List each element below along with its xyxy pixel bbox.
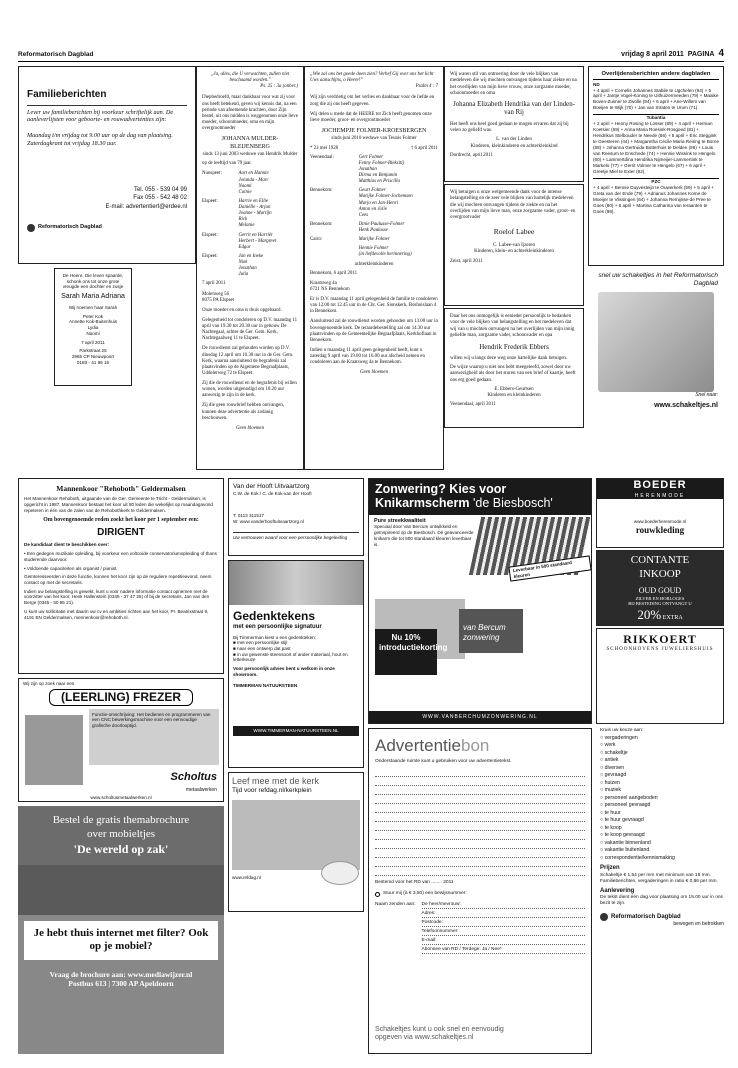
gedenktekens-title: Gedenktekens xyxy=(233,609,316,623)
form-field[interactable]: Adres: xyxy=(422,911,585,918)
rubriek-option[interactable]: ○ te koop gevraagd xyxy=(600,832,724,839)
schakeltjes-link[interactable]: www.schakeltjes.nl xyxy=(654,402,718,409)
rubriek-option[interactable]: ○ te koop xyxy=(600,825,724,832)
familieberichten-box xyxy=(18,66,196,264)
refdag-url[interactable]: www.refdag.nl xyxy=(232,875,261,881)
advertentiebon-naam: Naam zenden aan: xyxy=(375,902,416,908)
familieberichten-deadline: Maandag t/m vrijdag tot 9.00 uur op de dag van plaatsing. Zaterdagkrant tot vrijdag 18.30 uur. xyxy=(27,132,173,147)
mediawijzer-ad xyxy=(18,806,224,1054)
rubriek-option[interactable]: ○ te huur gevraagd xyxy=(600,817,724,824)
thanks-date: Dordrecht, april 2011 xyxy=(450,152,493,158)
family-row xyxy=(202,199,298,230)
thanks-name: Hendrik Frederik Ebbers xyxy=(479,343,549,351)
rubriek-option[interactable]: ○ werk xyxy=(600,742,724,749)
zonwering-url[interactable]: WWW.VANBERCHUMZONWERING.NL xyxy=(369,711,591,723)
goud-sub: ZILVER EN HORLOGES xyxy=(635,595,685,601)
overlijdens-nd-label: ND xyxy=(593,81,600,87)
rd-logo-icon xyxy=(27,224,35,232)
mannenkoor-sub: Om bovengenoemde reden zoekt het koor per 1 september een: xyxy=(43,516,199,523)
obit-born: * 23 mei 1928 xyxy=(310,145,339,151)
obit-text: Wij zijn verdrietig om het verlies en dankbaar voor de liefde en zorg die zij ons heeft gegeven. xyxy=(310,95,435,107)
stone-image xyxy=(229,561,363,605)
family-place: Nunspeet: xyxy=(202,171,222,177)
obit-address: Kraatsweg 4a 6721 NS Bennekom xyxy=(310,280,350,292)
rubriek-list xyxy=(600,728,724,1054)
family-row xyxy=(310,222,438,234)
birth-text-2: Wij noemen haar Sarah xyxy=(68,304,118,310)
gedenktekens-item: ■ met een persoonlijke stijl xyxy=(233,640,288,646)
form-field[interactable]: De heer/mevrouw: xyxy=(422,902,585,909)
family-row xyxy=(202,254,298,279)
birth-date: 7 april 2011 xyxy=(81,339,105,345)
rd-logo-icon xyxy=(600,913,608,921)
gedenktekens-item: ■ naar een ontwerp dat past xyxy=(233,645,291,651)
family-place: Veenendaal: xyxy=(310,154,334,160)
advertentiebon-fields xyxy=(422,902,585,956)
rubriek-option[interactable]: ○ antiek xyxy=(600,757,724,764)
thanks-labee xyxy=(444,184,584,306)
advertentiebon-text-area[interactable] xyxy=(375,768,585,876)
mediawijzer-foot[interactable]: Vraag de brochure aan: www.mediawijzer.nl xyxy=(49,970,193,979)
thanks-sig: C. Labee-van Ijzeren Kinderen, klein- en achterkleinkinderen xyxy=(474,242,554,254)
family-names: Marijke Folmer xyxy=(358,237,390,243)
overlijdens-title: Overlijdensberichten andere dagbladen xyxy=(593,71,719,80)
advertentiebon-instr: Onderstaande ruimte kunt u gebruiken voor uw advertentietekst. xyxy=(375,759,512,765)
rikkoert-ad xyxy=(596,628,724,724)
mannenkoor-role: DIRIGENT xyxy=(97,526,145,538)
obit-text-5: Indien u maandag 11 april geen gelegenheid heeft, kunt u zaterdag 9 april van 19.00 tot 16.00 uur afscheid nemen en condoleren aan de Kraatsweg 4a te Bennekom. xyxy=(310,347,425,366)
frezer-body: Functie-omschrijving: Het bedienen en programmeren van een CNC bewerkingsmachine voor een eenvoudige grafische doorlooptijd. xyxy=(89,709,219,765)
rikkoert-name: RIKKOERT xyxy=(623,632,697,646)
rubriek-option[interactable]: ○ gevraagd xyxy=(600,772,724,779)
boeder-rouw: rouwkleding xyxy=(635,524,685,535)
checkbox-icon[interactable] xyxy=(375,892,380,897)
advertentiebon-footer: Schakeltjes kunt u ook snel en eenvoudig xyxy=(375,1025,504,1033)
rubriek-options xyxy=(600,735,724,862)
mediawijzer-l3: 'De wereld op zak' xyxy=(73,841,169,856)
obituary-mulder xyxy=(196,66,304,470)
obit-families xyxy=(202,171,298,278)
zonwering-sub: Pure streekkwaliteit xyxy=(374,517,426,524)
refdag-ad xyxy=(228,772,364,912)
thanks-name: Johanna Elizabeth Hendrika van der Linden-van Rij xyxy=(453,101,575,117)
family-place: Bennekom: xyxy=(310,221,333,227)
obit-closing: Geen bloemen xyxy=(235,425,265,431)
rubriek-option[interactable]: ○ schakeltje xyxy=(600,750,724,757)
obit-date: Bennekom, 6 april 2011 xyxy=(310,270,358,276)
frezer-image xyxy=(25,715,83,785)
family-names: Geurt Folmer Marijke Folmer-Jochemsen Marjo en Jan-Henri Anton en Jolie Cees xyxy=(358,188,413,218)
obit-died: † 6 april 2011 xyxy=(410,145,438,151)
overlijdens-pzc-label: PZC xyxy=(593,178,719,185)
zonwering-body: Speciaal door Van Bercum ontwikkeld en geïnspireerd op de Biesbosch. Dé geavanceerde knikarm die tot 500 standaard kleuren leverbaar is. xyxy=(374,524,474,547)
rubriek-option[interactable]: ○ vergaderingen xyxy=(600,735,724,742)
birth-name: Sarah Maria Adriana xyxy=(61,293,125,301)
mediawijzer-foot-2: Postbus 613 | 7300 AP Apeldoorn xyxy=(68,979,174,989)
overlijdens-nd: + 4 april + Cornelis Johannes Stabile te Ugchelen (94) + 5 april + Jantje Vogel-Koning te Uithuizermeeden (79) + Maaike Boven-Zuimer te Zwolle (94) + 6 april + Arie-Willem van Boeijen te Wijk (70) + Jan van Straten te Urum (71). xyxy=(593,87,719,111)
familieberichten-tel: Tel. 055 - 539 04 99 xyxy=(133,186,187,193)
family-row xyxy=(310,188,438,219)
gedenktekens-foot: Voor persoonlijk advies bent u welkom in onze showroom. xyxy=(233,666,335,677)
form-field[interactable]: Postcode: xyxy=(422,920,585,927)
rubriek-option[interactable]: ○ te huur xyxy=(600,810,724,817)
family-place: Elspeet: xyxy=(202,253,218,259)
thanks-text: Wij betuigen u onze welgemeende dank voor de intense belangstelling en de zeer vele blijken van hartelijk medeleven die wij mochten ontvangen tijdens de ziekte en na het overlijden van mijn lieve man, onze zorgzame vader, groot- en overgrootvader xyxy=(450,190,576,220)
schakeltjes-cap: Snel naar: xyxy=(695,392,718,398)
obit-age: op de leeftijd van 79 jaar. xyxy=(202,161,252,167)
gedenktekens-item: ■ in uw gewenste steensoort of ander materiaal, hout en letterkeuze xyxy=(233,651,348,663)
obit-text-6: Zij die geen rouwbrief hebben ontvangen, kunnen deze advertentie als zodanig beschouwen. xyxy=(202,403,285,421)
zonwering-promo: Nu 10% introductiekorting xyxy=(375,629,437,675)
family-place: Bennekom: xyxy=(310,188,333,194)
mannenkoor-bullet: • Voldoende capaciteiten als organist / pianist. xyxy=(24,565,118,571)
aanlevering-title: Aanlevering xyxy=(600,887,635,894)
refdag-image xyxy=(232,800,360,870)
obit-text: Diepbedroefd, maar dankbaar voor wat zij voor ons heeft betekend, geven wij kennis dat, na een periode van afnemende krachten, door Zijn bestel, uit ons midden is weggenomen onze lieve moeder, schoonmoeder, oma en mijn overgrootmoeder xyxy=(202,95,298,131)
rikkoert-sub: SCHOONHOVENS JUWELIERSHUIS xyxy=(606,647,714,652)
vanderhooft-sub: C.W. de Kok / C. de Kok-van der Hooft xyxy=(233,491,312,497)
obit-verse: „Wie zal ons het goede doen zien? Verhef Gij over ons het licht Uws aanschijns, o Heere!" xyxy=(310,72,434,84)
thanks-text-2: Het heeft ons heel goed gedaan te mogen ervaren dat zij bij velen zo geliefd was. xyxy=(450,121,569,134)
obit-name: JOCHEMPJE FOLMER-KROESBERGEN xyxy=(321,127,427,134)
obit-verse-ref: Psalm 4 : 7 xyxy=(415,84,438,90)
boeder-ad xyxy=(596,478,724,548)
obit-text-2: Wij delen u mede dat de HEERE tot Zich heeft genomen onze lieve moeder, groot- en overgrootmoeder xyxy=(310,111,432,123)
frezer-ad xyxy=(18,678,224,802)
phone-image xyxy=(598,292,714,392)
family-names: Gerrit en Harriët Herbert - Margreet Edgar xyxy=(238,232,277,250)
mediawijzer-l1: Bestel de gratis themabrochure xyxy=(52,814,190,826)
family-place xyxy=(310,246,359,258)
contante-inkoop-ad xyxy=(596,550,724,626)
family-names: Gert Folmer Fenny Folmer-Bleksitij Jonathan Dirma en Benjamin Matthias en Priscilla xyxy=(358,154,405,185)
scholtus-sub: metaalwerken xyxy=(185,786,217,793)
obit-text-4: Aansluitend zal de rouwdienst worden gehouden om 13.00 uur in bovengenoemde kerk. De teraardebestelling zal om 14.30 uur plaatsvinden op de Gemeentelijke Begraafplaats, Kerkhoflaan in Bennekom. xyxy=(310,319,438,343)
family-place: Elspeet: xyxy=(202,232,218,238)
familieberichten-title: Familieberichten xyxy=(27,89,107,100)
overlijdens-box xyxy=(588,66,724,266)
family-row xyxy=(310,246,438,258)
family-names: Dinie Paulusse-Folmer Henk Paulusse xyxy=(358,221,405,233)
boeder-sub: HERENMODE xyxy=(597,493,723,499)
thanks-name: Roelof Labee xyxy=(493,227,535,237)
vanderhooft-ad xyxy=(228,478,364,556)
thanks-sig: L. van der Linden Kinderen, kleinkinderen en achterkleinkind xyxy=(470,137,558,149)
refdag-sub: Tijd voor refdag.nl/kerkplein xyxy=(232,787,312,795)
advertentiebon-bestemd: Bestemd voor het RD van ........ 2011 xyxy=(375,880,454,886)
vanderhooft-name: Van der Hooft Uitvaartzorg xyxy=(233,483,310,490)
thanks-date: Veenendaal, april 2011 xyxy=(450,402,496,408)
form-field[interactable]: Abonnee van RD / Terdege: Ja / Nee* xyxy=(422,947,585,954)
birth-address: Parkstraat 25 2965 CP Nieuwpoort 0180 - 41 96 16 xyxy=(71,348,115,365)
overlijdens-trouw: + 2 april + Henny Rosing te Losser (89) + 4 april + Herman Koetsier (69) + Anna Maria Roesink-Rosgoed (81) + Hendrikus Stelbouder te Neede (86) + 5 april + Eric Steggink te Geesteren (44) + Margaretha Cécile Maria Reiring te Borne (88) + Johanna Gertruida Botterhuis te Delden (86) + Louis van Reesum te Enschede (74) + Hennie Wissink te Hengelo (60) + Lammertdina Hendrika Nijmeijer-Lammertink te Markelo (77) + Gerrit Volmer te Hengelo (67) + 6 april + Greetje Miel te Exter (92). xyxy=(593,121,720,175)
vanderhooft-slogan: Uw vertrouwen waard voor een persoonlijke begeleiding xyxy=(233,532,359,541)
family-names: Aart en Hannie Jolanda - Marc Naomi Coinie xyxy=(238,171,269,195)
mannenkoor-text-4: Indien uw belangstelling is gewekt, kunt u voor nadere informatie contact opnemen met de voorzitter van het koor, Henk Hallenstein (0345 - 37 47 25) of bij de secretaris, Jan van den Berge (0345 - 50 95 21). xyxy=(24,588,210,606)
schakeltjes-ad xyxy=(588,268,724,430)
family-names: Jan en Ineke Niek Jonathan Julia xyxy=(238,253,264,278)
rd-logo: Reformatorisch Dagblad xyxy=(27,224,187,232)
rubriek-option[interactable]: ○ personeel aangeboden xyxy=(600,795,724,802)
thanks-vanderlinden xyxy=(444,66,584,182)
obit-since: sinds juni 2010 weduwe van Teunis Folmer xyxy=(331,136,417,142)
rubriek-option[interactable]: ○ huizen xyxy=(600,780,724,787)
rubriek-option[interactable]: ○ vakantie buitenland xyxy=(600,847,724,854)
obit-text-3: Er is D.V. maandag 11 april gelegenheid de familie te condoleren van 12.00 tot 12.45 uur in de Chr. Ger. Sionskerk, Boshuislaan 4 in Bennekom. xyxy=(310,297,438,315)
boeder-name: BOEDER xyxy=(597,479,723,493)
overlijdens-trouw-label: Tubantia xyxy=(593,114,719,121)
familieberichten-fax: Fax 055 - 542 48 02 xyxy=(133,195,187,202)
frezer-head: Wij zijn op zoek naar een xyxy=(23,681,75,686)
thanks-text: Wij waren stil van ontroering door de vele blijken van medeleven die wij mochten ontvangen tijdens haar ziekte en na het overlijden van mijn lieve vrouw, onze zorgzame moeder, schoonmoeder en oma xyxy=(450,72,577,96)
obit-name: JOHANNA MULDER-BLEIJENBERG xyxy=(221,136,279,150)
mediawijzer-image xyxy=(18,865,224,915)
prijzen-text: Schakeltje € 1,54 per mm met minimum van 15 mm. Familieberichten, vergaderingen in ratio € 0,86 per mm. xyxy=(600,872,718,884)
mediawijzer-l2: over mobieltjes xyxy=(86,827,156,840)
aanlevering-text: De tekst dient één dag voor plaatsing om 15.00 uur in ons bezit te zijn. xyxy=(600,895,723,907)
zonwering-title-3: 'de Biesbosch' xyxy=(472,495,553,510)
obit-text-5: Zij die de rouwdienst en de begrafenis bij willen wonen, worden uitgenodigd om 10.20 uur aanwezig te zijn in de kerk. xyxy=(202,381,297,399)
thanks-sig: E. Ebbers-Geurtsen Kinderen en kleinkinderen xyxy=(487,386,541,398)
scholtus-brand: Scholtus xyxy=(170,771,217,784)
overlijdens-pzc: + 4 april + Bennie Duyvesteijn te Ouwerkerk (59) + 5 april + Greta van der Ende (79) + Adrianus Johannes Kome de Moeijer te Vlissingen (64) + Johanna Remijnse-de Pree te Goes (80) + 6 april + Martina Catharina van Ieraanten te Goes (98). xyxy=(593,185,714,214)
rubriek-option[interactable]: ○ correspondentie/kennismaking xyxy=(600,855,724,862)
contante-title: CONTANTE xyxy=(630,554,690,566)
gedenktekens-ad xyxy=(228,560,364,768)
thanks-date: Zeist, april 2011 xyxy=(450,259,483,265)
goud-pct: 20% xyxy=(637,606,662,622)
mannenkoor-ad xyxy=(18,478,224,674)
family-row xyxy=(310,155,438,186)
advertentiebon-form xyxy=(368,728,592,1054)
family-row xyxy=(202,233,298,251)
birth-notice xyxy=(54,268,132,386)
zonwering-title: Zonwering? Kies voor xyxy=(375,482,507,496)
familieberichten-intro: Lever uw familieberichten bij voorkeur schriftelijk aan. De aanleverlijsten voor geboorte- en rouwadvertenties zijn: xyxy=(27,108,174,124)
birth-parents: Peter Kok Annette Kok-Buitenhuis Lydia Naomi xyxy=(68,313,117,336)
zonwering-brand: van Bercum zonwering xyxy=(459,609,523,653)
obit-verse-ref: Ps. 25 : 3a (onber.) xyxy=(260,84,298,90)
obit-grandkids: achterkleinkinderen xyxy=(354,261,394,267)
mannenkoor-title: Mannenkoor "Rehoboth" Geldermalsen xyxy=(56,484,186,493)
obit-text-3: Gelegenheid tot condoleren op D.V. maandag 11 april van 19.30 tot 20.30 uur in gebouw De Nachtegaal, achter de Ger. Gem. Kerk, Nachtegaalweg 11 te Elspeet. xyxy=(202,317,298,342)
mannenkoor-text-5: U kunt uw sollicitatie met daarin uw cv en ambities richten aan het koor, Pr. Beatrixstraat 9, 4191 EN Geldermalsen, mennenkoor@rehoboth.nl. xyxy=(24,608,209,620)
obit-families xyxy=(310,155,438,259)
advertentiebon-stuur[interactable]: Stuur mij (à € 3,50) een bewijsnummer: xyxy=(375,891,585,897)
zonwering-ad xyxy=(368,478,592,724)
form-field[interactable]: Telefoonnummer: xyxy=(422,929,585,936)
obituary-folmer xyxy=(304,66,444,470)
family-place: Elspeet: xyxy=(202,198,218,204)
rubriek-title: Kruis uw keuze aan: xyxy=(600,728,644,733)
contante-title-2: INKOOP xyxy=(639,567,681,580)
gedenktekens-list xyxy=(233,635,359,664)
obit-address: Molenweg 56 8075 PA Elspeet xyxy=(202,291,235,303)
obit-closing: Geen bloemen xyxy=(359,370,389,376)
rubriek-option[interactable]: ○ vakantie binnenland xyxy=(600,840,724,847)
refdag-balloon xyxy=(321,861,359,885)
refdag-title: Leef mee met de kerk xyxy=(232,776,320,786)
advertentiebon-title: Advertentiebon xyxy=(375,736,490,755)
mannenkoor-bullet: • Een gedegen muzikale opleiding, bij voorkeur een voltooide conservatoriumopleiding of thans studerende daarvoor. xyxy=(24,551,217,562)
gedenktekens-url[interactable]: WWW.TIMMERMAN-NATUURSTEEN.NL xyxy=(233,726,359,736)
zonwering-title-2: Knikarmscherm xyxy=(375,495,470,510)
vanderhooft-tel: T: 0113 311517 xyxy=(233,512,264,518)
boeder-url[interactable]: www.boederherenmode.nl xyxy=(633,519,687,524)
frezer-url[interactable]: www.scholtusmetaalwerken.nl xyxy=(90,795,152,801)
gedenktekens-company: TIMMERMAN NATUURSTEEN xyxy=(233,682,298,688)
goud-title: OUD GOUD xyxy=(638,585,682,595)
goud-extra: EXTRA xyxy=(662,614,683,621)
thanks-text-2: willen wij u langs deze weg onze hartelijke dank betuigen. xyxy=(450,355,568,361)
family-names: Hennie Folmer (in liefdevolle herinnering) xyxy=(358,246,412,258)
gedenktekens-item: Bij Timmerman kiest u een gedenkteken: xyxy=(233,634,316,640)
page-date: vrijdag 8 april 2011 PAGINA 4 xyxy=(621,48,724,59)
thanks-text: Daar het ons onmogelijk is eenieder persoonlijk te bedanken voor de vele blijken van belangstelling en het medeleven dat wij van u mochten ontvangen na het overlijden van mijn innig geliefde man, zorgzame vader, schoonvader en opa xyxy=(450,314,575,338)
mediawijzer-question: Je hebt thuis internet met filter? Ook op je mobiel? xyxy=(24,921,218,961)
family-place: Cairo: xyxy=(310,237,323,243)
rd-logo-sub: bewogen en betrokken xyxy=(673,921,724,928)
mannenkoor-text-3: Geïnteresseerden in deze functie, kunnen het koor zijn op de reguliere repetitieavond, neem contact op met de secretaris. xyxy=(24,574,212,585)
obit-text-4: De rouwdienst zal gehouden worden op D.V. dinsdag 12 april om 10.30 uur in de Ger. Gem. Kerk, waarna aansluitend de begrafenis zal plaatsvinden op de Algemene Begraafplaats, Uddelerweg 72 te Elspeet. xyxy=(202,346,294,376)
goud-bonus: BIJ BESTEDING ONTVANGT U xyxy=(628,601,692,607)
thanks-ebbers xyxy=(444,308,584,428)
form-field[interactable]: E-mail: xyxy=(422,938,585,945)
rubriek-option[interactable]: ○ personeel gevraagd xyxy=(600,802,724,809)
schakeltjes-text: snel uw schakeltjes in het Reformatorisch Dagblad xyxy=(598,272,718,288)
rubriek-option[interactable]: ○ diversen xyxy=(600,765,724,772)
prijzen-title: Prijzen xyxy=(600,865,620,872)
advertentiebon-footer-2[interactable]: opgeven via www.schakeltjes.nl xyxy=(375,1034,474,1042)
gedenktekens-sub: met een persoonlijke signatuur xyxy=(233,624,322,630)
birth-text: De Heere, Die leven spaarde, schonk ons tot onze grote vreugde een dochter en zusje xyxy=(62,273,124,290)
mannenkoor-text-2: De kandidaat dient te beschikken over: xyxy=(24,542,110,548)
frezer-title: (LEERLING) FREZER xyxy=(49,689,193,706)
obit-verse: „Ja, alles, die U verwachten, zullen niet beschaamd worden." xyxy=(210,72,290,84)
paper-name: Reformatorisch Dagblad xyxy=(18,51,94,58)
family-row xyxy=(202,171,298,196)
obit-text-2: Onze moeder en oma is thuis opgebaard. xyxy=(202,307,282,313)
zonwering-badge: Leverbaar in 500 standaard kleuren xyxy=(508,555,591,582)
obit-since: sinds 13 juni 2003 weduwe van Hendrik Mulder xyxy=(202,152,298,158)
thanks-text-3: De wijze waarop u niet ons hebt meegeleefd, zowel door uw aanwezigheid als door het sturen van een brief of kaartje, heeft ons erg goed gedaan. xyxy=(450,365,576,383)
mannenkoor-text: Het Mannenkoor Rehoboth, uitgaande van de Ger. Gemeente te Tricht - Geldermalsen, is opgericht in 1987. Mannenkoor bestaat het koor uit 80 leden die wekelijks op maandagavond repeteren in één van de zalen van de Rehobothkerk te Geldermalsen. xyxy=(24,496,213,513)
family-row xyxy=(310,237,438,243)
familieberichten-email: E-mail: advertentiert@erdee.nl xyxy=(105,203,187,210)
obit-date: 7 april 2011 xyxy=(202,281,226,287)
rd-logo: Reformatorisch Dagblad xyxy=(600,913,724,921)
rubriek-option[interactable]: ○ muziek xyxy=(600,787,724,794)
vanderhooft-web[interactable]: W: www.vanderhooftuitvaartzorg.nl xyxy=(233,518,304,524)
page-header xyxy=(18,48,724,62)
family-names: Harrie en Ellie Daniëlle - Arjan Joanne - Martijn Rick Melanie xyxy=(238,198,272,229)
